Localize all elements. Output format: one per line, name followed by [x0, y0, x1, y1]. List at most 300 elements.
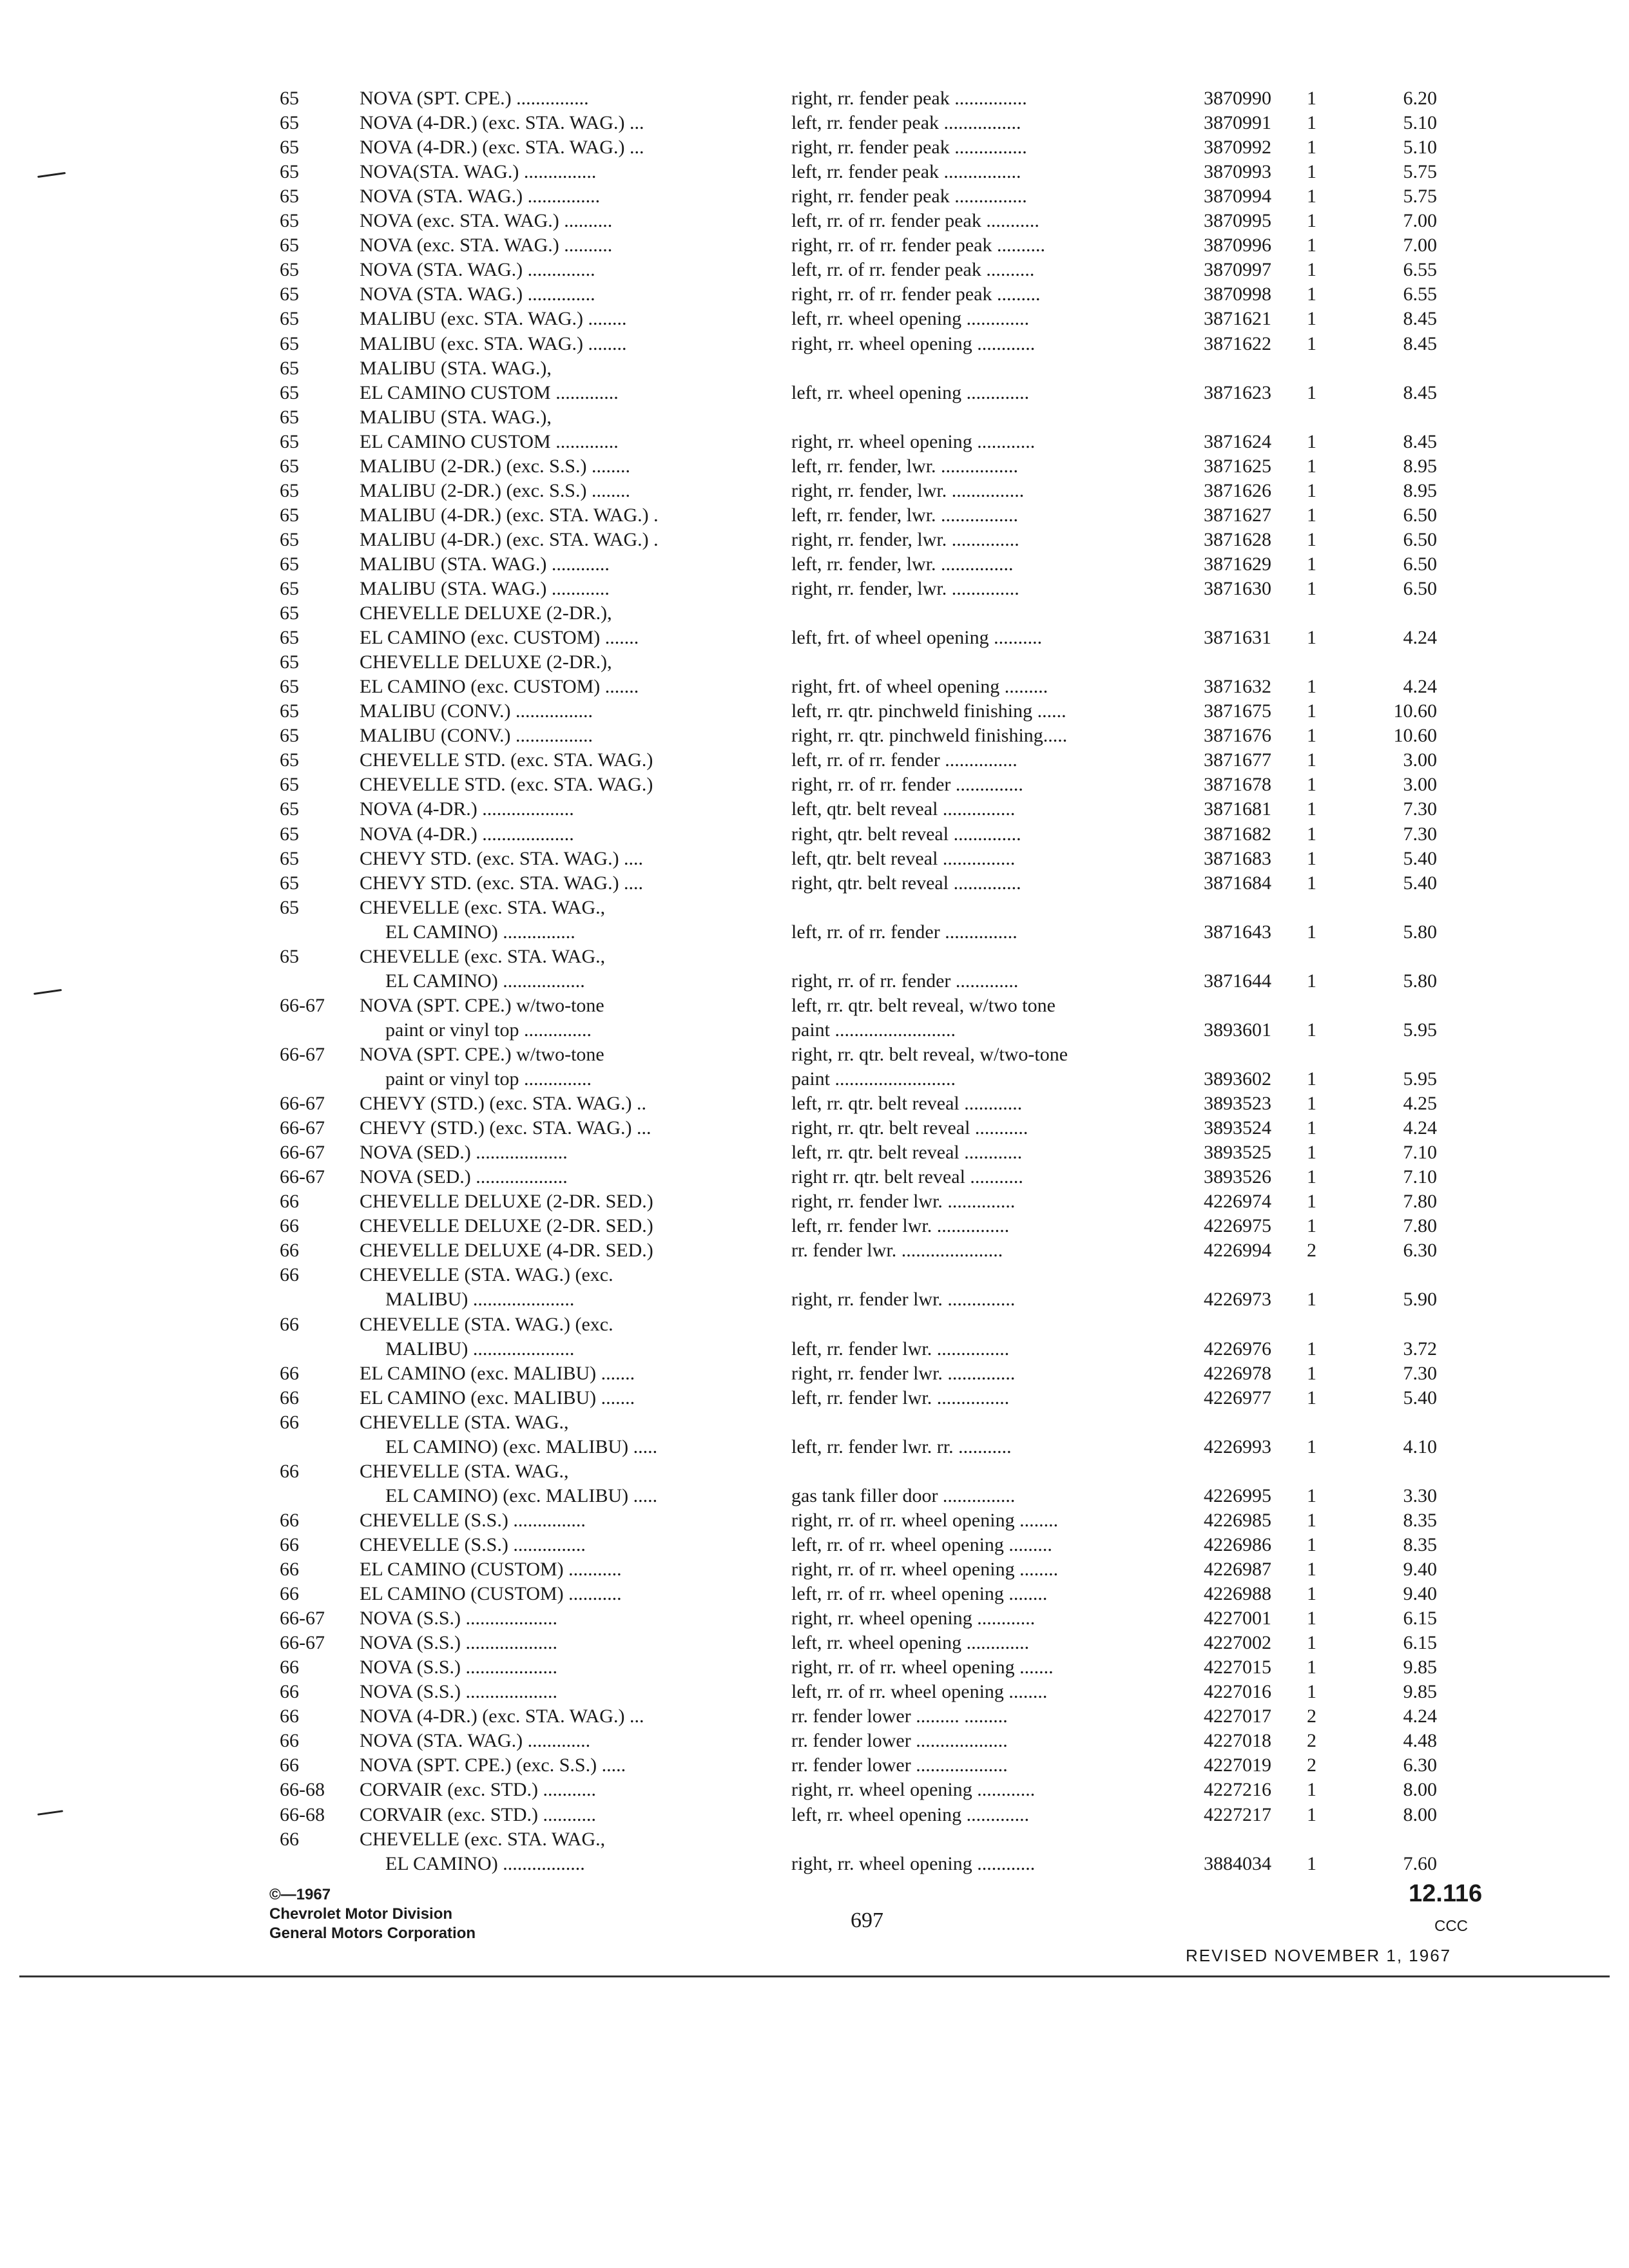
quantity-cell: 1	[1307, 1019, 1316, 1041]
price-cell: 9.40	[1403, 1559, 1437, 1580]
year-cell: 65	[280, 798, 299, 820]
model-cell: CHEVELLE (S.S.) ...............	[360, 1533, 586, 1555]
model-cell: NOVA (SPT. CPE.) w/two-tone	[360, 994, 604, 1016]
year-cell: 66	[280, 1509, 299, 1531]
table-row	[0, 1803, 1629, 1827]
model-cell: paint or vinyl top ..............	[385, 1019, 592, 1041]
description-cell: left, rr. of rr. fender ...............	[791, 749, 1017, 771]
quantity-cell: 1	[1307, 847, 1316, 869]
model-cell: EL CAMINO) (exc. MALIBU) .....	[385, 1436, 658, 1457]
model-cell: MALIBU (exc. STA. WAG.) ........	[360, 308, 627, 330]
model-cell: EL CAMINO (CUSTOM) ...........	[360, 1583, 622, 1605]
division-line: Chevrolet Motor Division	[269, 1905, 453, 1923]
quantity-cell: 1	[1307, 1632, 1316, 1654]
part-number-cell: 3884034	[1204, 1852, 1271, 1874]
table-row	[0, 1312, 1629, 1337]
year-cell: 66-67	[280, 1608, 325, 1629]
quantity-cell: 1	[1307, 137, 1316, 159]
quantity-cell: 1	[1307, 1117, 1316, 1139]
part-number-cell: 3870990	[1204, 88, 1271, 109]
price-cell: 6.15	[1403, 1632, 1437, 1654]
year-cell: 66	[280, 1191, 299, 1213]
table-row	[0, 1753, 1629, 1778]
price-cell: 4.25	[1403, 1093, 1437, 1115]
description-cell: right, rr. of rr. fender peak ..........	[791, 235, 1046, 256]
table-row	[0, 233, 1629, 258]
price-cell: 6.15	[1403, 1608, 1437, 1629]
year-cell: 66	[280, 1362, 299, 1384]
price-cell: 3.00	[1403, 749, 1437, 771]
part-number-cell: 3893525	[1204, 1142, 1271, 1164]
model-cell: CHEVELLE DELUXE (2-DR. SED.)	[360, 1215, 653, 1237]
year-cell: 65	[280, 381, 299, 403]
year-cell: 65	[280, 284, 299, 305]
year-cell: 65	[280, 161, 299, 183]
year-cell: 65	[280, 847, 299, 869]
table-row	[0, 1116, 1629, 1140]
table-row	[0, 1533, 1629, 1557]
price-cell: 7.60	[1403, 1852, 1437, 1874]
model-cell: NOVA (S.S.) ...................	[360, 1608, 557, 1629]
table-row	[0, 650, 1629, 675]
year-cell: 66	[280, 1215, 299, 1237]
table-row	[0, 552, 1629, 577]
year-cell: 65	[280, 627, 299, 649]
part-number-cell: 4227017	[1204, 1706, 1271, 1727]
year-cell: 65	[280, 430, 299, 452]
quantity-cell: 1	[1307, 259, 1316, 281]
price-cell: 6.55	[1403, 259, 1437, 281]
part-number-cell: 3870994	[1204, 186, 1271, 207]
part-number-cell: 4226986	[1204, 1533, 1271, 1555]
description-cell: right, rr. of rr. fender peak .........	[791, 284, 1041, 305]
price-cell: 8.95	[1403, 479, 1437, 501]
year-cell: 65	[280, 479, 299, 501]
price-cell: 8.35	[1403, 1509, 1437, 1531]
year-cell: 66	[280, 1313, 299, 1335]
model-cell: MALIBU (exc. STA. WAG.) ........	[360, 332, 627, 354]
price-cell: 4.24	[1403, 1117, 1437, 1139]
part-number-cell: 4226978	[1204, 1362, 1271, 1384]
year-cell: 66	[280, 1681, 299, 1703]
model-cell: NOVA (exc. STA. WAG.) ..........	[360, 235, 613, 256]
price-cell: 5.40	[1403, 1387, 1437, 1408]
year-cell: 66	[280, 1828, 299, 1850]
quantity-cell: 1	[1307, 1191, 1316, 1213]
model-cell: EL CAMINO (exc. MALIBU) .......	[360, 1362, 635, 1384]
table-row	[0, 1557, 1629, 1582]
quantity-cell: 1	[1307, 1215, 1316, 1237]
table-row	[0, 1140, 1629, 1165]
part-number-cell: 4227016	[1204, 1681, 1271, 1703]
model-cell: MALIBU (CONV.) ................	[360, 700, 593, 722]
description-cell: left, frt. of wheel opening ..........	[791, 627, 1043, 649]
model-cell: NOVA (S.S.) ...................	[360, 1681, 557, 1703]
year-cell: 65	[280, 332, 299, 354]
price-cell: 8.45	[1403, 430, 1437, 452]
part-number-cell: 3870995	[1204, 210, 1271, 232]
price-cell: 5.80	[1403, 921, 1437, 943]
quantity-cell: 1	[1307, 1657, 1316, 1678]
description-cell: left, rr. of rr. fender ...............	[791, 921, 1017, 943]
quantity-cell: 1	[1307, 1068, 1316, 1090]
quantity-cell: 1	[1307, 1533, 1316, 1555]
year-cell: 66-67	[280, 994, 325, 1016]
part-number-cell: 3871675	[1204, 700, 1271, 722]
model-cell: CHEVELLE STD. (exc. STA. WAG.)	[360, 774, 653, 796]
table-row	[0, 847, 1629, 871]
year-cell: 66	[280, 1559, 299, 1580]
model-cell: EL CAMINO CUSTOM .............	[360, 381, 619, 403]
description-cell: left, rr. wheel opening .............	[791, 308, 1030, 330]
table-row	[0, 430, 1629, 454]
description-cell: left, rr. wheel opening .............	[791, 1632, 1030, 1654]
description-cell: left, rr. wheel opening .............	[791, 381, 1030, 403]
model-cell: CHEVELLE DELUXE (4-DR. SED.)	[360, 1240, 653, 1262]
quantity-cell: 1	[1307, 1142, 1316, 1164]
table-row	[0, 1484, 1629, 1508]
table-row	[0, 1189, 1629, 1214]
model-cell: CHEVELLE DELUXE (2-DR.),	[360, 602, 612, 624]
table-row	[0, 1729, 1629, 1753]
quantity-cell: 1	[1307, 479, 1316, 501]
year-cell: 66	[280, 1411, 299, 1433]
quantity-cell: 1	[1307, 1166, 1316, 1188]
year-cell: 66	[280, 1387, 299, 1408]
year-cell: 65	[280, 872, 299, 894]
model-cell: NOVA (4-DR.) (exc. STA. WAG.) ...	[360, 1706, 644, 1727]
description-cell: left, rr. of rr. wheel opening ........	[791, 1583, 1048, 1605]
quantity-cell: 1	[1307, 161, 1316, 183]
table-row	[0, 1165, 1629, 1189]
part-number-cell: 4227001	[1204, 1608, 1271, 1629]
price-cell: 6.50	[1403, 528, 1437, 550]
model-cell: NOVA (SED.) ...................	[360, 1142, 568, 1164]
part-number-cell: 3871626	[1204, 479, 1271, 501]
price-cell: 6.50	[1403, 578, 1437, 599]
model-cell: NOVA (4-DR.) (exc. STA. WAG.) ...	[360, 137, 644, 159]
model-cell: CHEVY (STD.) (exc. STA. WAG.) ..	[360, 1093, 647, 1115]
quantity-cell: 1	[1307, 676, 1316, 698]
part-number-cell: 3871644	[1204, 970, 1271, 992]
model-cell: EL CAMINO (exc. CUSTOM) .......	[360, 676, 639, 698]
price-cell: 5.10	[1403, 112, 1437, 134]
model-cell: NOVA (S.S.) ...................	[360, 1657, 557, 1678]
year-cell: 66	[280, 1460, 299, 1482]
description-cell: right, rr. of rr. wheel opening ........	[791, 1509, 1059, 1531]
year-cell: 65	[280, 823, 299, 845]
description-cell: right, rr. of rr. fender .............	[791, 970, 1019, 992]
table-row	[0, 871, 1629, 896]
part-number-cell: 3871643	[1204, 921, 1271, 943]
quantity-cell: 1	[1307, 1436, 1316, 1457]
model-cell: NOVA (exc. STA. WAG.) ..........	[360, 210, 613, 232]
table-row	[0, 1680, 1629, 1704]
part-number-cell: 4227216	[1204, 1779, 1271, 1801]
model-cell: NOVA (SPT. CPE.) w/two-tone	[360, 1043, 604, 1065]
quantity-cell: 1	[1307, 308, 1316, 330]
table-row	[0, 1238, 1629, 1263]
table-row	[0, 1435, 1629, 1459]
model-cell: CORVAIR (exc. STD.) ...........	[360, 1803, 597, 1825]
description-cell: right, rr. wheel opening ............	[791, 1852, 1036, 1874]
model-cell: CORVAIR (exc. STD.) ...........	[360, 1779, 597, 1801]
quantity-cell: 1	[1307, 1559, 1316, 1580]
quantity-cell: 1	[1307, 823, 1316, 845]
price-cell: 9.85	[1403, 1681, 1437, 1703]
price-cell: 3.00	[1403, 774, 1437, 796]
table-row	[0, 773, 1629, 797]
table-row	[0, 381, 1629, 405]
price-cell: 5.75	[1403, 161, 1437, 183]
part-number-cell: 4227015	[1204, 1657, 1271, 1678]
table-row	[0, 797, 1629, 822]
description-cell: left, rr. of rr. wheel opening .........	[791, 1533, 1052, 1555]
part-number-cell: 3893523	[1204, 1093, 1271, 1115]
table-row	[0, 111, 1629, 135]
model-cell: EL CAMINO CUSTOM .............	[360, 430, 619, 452]
quantity-cell: 1	[1307, 872, 1316, 894]
revision-date: REVISED NOVEMBER 1, 1967	[1186, 1946, 1452, 1965]
price-cell: 6.50	[1403, 553, 1437, 575]
model-cell: CHEVELLE (exc. STA. WAG.,	[360, 896, 606, 918]
year-cell: 65	[280, 896, 299, 918]
table-row	[0, 1214, 1629, 1238]
model-cell: NOVA (S.S.) ...................	[360, 1632, 557, 1654]
description-cell: left, rr. fender, lwr. ...............	[791, 553, 1014, 575]
part-number-cell: 3893602	[1204, 1068, 1271, 1090]
description-cell: right, rr. qtr. pinchweld finishing.....	[791, 725, 1068, 747]
part-number-cell: 4226976	[1204, 1338, 1271, 1360]
year-cell: 66	[280, 1730, 299, 1752]
quantity-cell: 1	[1307, 381, 1316, 403]
part-number-cell: 4226985	[1204, 1509, 1271, 1531]
table-row	[0, 1337, 1629, 1361]
description-cell: paint .........................	[791, 1019, 956, 1041]
part-number-cell: 4226973	[1204, 1289, 1271, 1311]
description-cell: right, rr. fender, lwr. ..............	[791, 528, 1019, 550]
price-cell: 8.45	[1403, 308, 1437, 330]
table-row	[0, 1091, 1629, 1116]
year-cell: 65	[280, 406, 299, 428]
part-number-cell: 3871622	[1204, 332, 1271, 354]
model-cell: CHEVY STD. (exc. STA. WAG.) ....	[360, 872, 644, 894]
quantity-cell: 1	[1307, 1093, 1316, 1115]
quantity-cell: 1	[1307, 455, 1316, 477]
price-cell: 3.72	[1403, 1338, 1437, 1360]
price-cell: 7.10	[1403, 1142, 1437, 1164]
quantity-cell: 1	[1307, 430, 1316, 452]
part-number-cell: 3871629	[1204, 553, 1271, 575]
price-cell: 8.45	[1403, 332, 1437, 354]
description-cell: right, rr. wheel opening ............	[791, 332, 1036, 354]
model-cell: NOVA(STA. WAG.) ...............	[360, 161, 597, 183]
quantity-cell: 1	[1307, 1362, 1316, 1384]
model-cell: CHEVELLE (exc. STA. WAG.,	[360, 1828, 606, 1850]
price-cell: 10.60	[1393, 700, 1437, 722]
table-row	[0, 1508, 1629, 1533]
quantity-cell: 1	[1307, 921, 1316, 943]
table-row	[0, 1704, 1629, 1729]
price-cell: 7.30	[1403, 823, 1437, 845]
description-cell: left, rr. of rr. fender peak ...........	[791, 210, 1039, 232]
model-cell: MALIBU (STA. WAG.) ............	[360, 578, 610, 599]
year-cell: 66	[280, 1706, 299, 1727]
year-cell: 66	[280, 1583, 299, 1605]
quantity-cell: 1	[1307, 1387, 1316, 1408]
table-row	[0, 1043, 1629, 1067]
table-row	[0, 405, 1629, 430]
quantity-cell: 1	[1307, 88, 1316, 109]
quantity-cell: 2	[1307, 1706, 1316, 1727]
model-cell: CHEVELLE (S.S.) ...............	[360, 1509, 586, 1531]
price-cell: 5.95	[1403, 1068, 1437, 1090]
model-cell: MALIBU (2-DR.) (exc. S.S.) ........	[360, 479, 630, 501]
price-cell: 8.00	[1403, 1779, 1437, 1801]
description-cell: right, rr. wheel opening ............	[791, 1779, 1036, 1801]
year-cell: 65	[280, 725, 299, 747]
table-row	[0, 1655, 1629, 1680]
model-cell: CHEVELLE (STA. WAG.,	[360, 1411, 569, 1433]
table-row	[0, 1263, 1629, 1287]
part-number-cell: 3893601	[1204, 1019, 1271, 1041]
model-cell: MALIBU (4-DR.) (exc. STA. WAG.) .	[360, 504, 659, 526]
year-cell: 65	[280, 210, 299, 232]
description-cell: left, rr. qtr. pinchweld finishing ......	[791, 700, 1066, 722]
part-number-cell: 3871628	[1204, 528, 1271, 550]
price-cell: 8.95	[1403, 455, 1437, 477]
model-cell: NOVA (4-DR.) (exc. STA. WAG.) ...	[360, 112, 644, 134]
part-number-cell: 3871632	[1204, 676, 1271, 698]
year-cell: 66-68	[280, 1803, 325, 1825]
model-cell: EL CAMINO) (exc. MALIBU) .....	[385, 1485, 658, 1506]
part-number-cell: 4226977	[1204, 1387, 1271, 1408]
price-cell: 5.10	[1403, 137, 1437, 159]
bottom-rule	[19, 1975, 1610, 1977]
description-cell: right, rr. fender peak ...............	[791, 137, 1027, 159]
price-cell: 4.24	[1403, 627, 1437, 649]
quantity-cell: 2	[1307, 1754, 1316, 1776]
part-number-cell: 3870998	[1204, 284, 1271, 305]
part-number-cell: 3870996	[1204, 235, 1271, 256]
part-number-cell: 3871676	[1204, 725, 1271, 747]
description-cell: right, rr. fender lwr. ..............	[791, 1362, 1016, 1384]
table-row	[0, 258, 1629, 282]
model-cell: NOVA (SPT. CPE.) ...............	[360, 88, 589, 109]
part-number-cell: 4226995	[1204, 1485, 1271, 1506]
quantity-cell: 1	[1307, 1583, 1316, 1605]
description-cell: right, rr. fender, lwr. ...............	[791, 479, 1025, 501]
description-cell: left, rr. qtr. belt reveal ............	[791, 1093, 1023, 1115]
part-number-cell: 4227002	[1204, 1632, 1271, 1654]
year-cell: 65	[280, 774, 299, 796]
quantity-cell: 1	[1307, 235, 1316, 256]
price-cell: 6.20	[1403, 88, 1437, 109]
year-cell: 65	[280, 553, 299, 575]
table-row	[0, 1361, 1629, 1386]
year-cell: 66	[280, 1657, 299, 1678]
part-number-cell: 3871621	[1204, 308, 1271, 330]
year-cell: 65	[280, 308, 299, 330]
table-row	[0, 1582, 1629, 1606]
price-cell: 8.35	[1403, 1533, 1437, 1555]
year-cell: 65	[280, 528, 299, 550]
price-cell: 5.95	[1403, 1019, 1437, 1041]
table-row	[0, 1631, 1629, 1655]
table-row	[0, 920, 1629, 945]
year-cell: 66-67	[280, 1142, 325, 1164]
quantity-cell: 1	[1307, 1338, 1316, 1360]
quantity-cell: 1	[1307, 1289, 1316, 1311]
model-cell: CHEVELLE DELUXE (2-DR. SED.)	[360, 1191, 653, 1213]
price-cell: 7.30	[1403, 1362, 1437, 1384]
year-cell: 65	[280, 259, 299, 281]
description-cell: left, qtr. belt reveal ...............	[791, 847, 1016, 869]
description-cell: right, rr. of rr. fender ..............	[791, 774, 1023, 796]
model-cell: EL CAMINO) .................	[385, 970, 585, 992]
table-row	[0, 626, 1629, 650]
table-row	[0, 945, 1629, 969]
description-cell: right, rr. fender peak ...............	[791, 88, 1027, 109]
model-cell: EL CAMINO) ...............	[385, 921, 575, 943]
model-cell: CHEVELLE DELUXE (2-DR.),	[360, 651, 612, 673]
year-cell: 65	[280, 186, 299, 207]
table-row	[0, 675, 1629, 699]
model-cell: paint or vinyl top ..............	[385, 1068, 592, 1090]
model-cell: MALIBU (STA. WAG.),	[360, 406, 552, 428]
part-number-cell: 3871625	[1204, 455, 1271, 477]
quantity-cell: 1	[1307, 1779, 1316, 1801]
price-cell: 7.00	[1403, 235, 1437, 256]
part-number-cell: 3870991	[1204, 112, 1271, 134]
year-cell: 66	[280, 1240, 299, 1262]
description-cell: rr. fender lower ......... .........	[791, 1706, 1008, 1727]
price-cell: 5.40	[1403, 872, 1437, 894]
price-cell: 7.80	[1403, 1191, 1437, 1213]
model-cell: MALIBU) .....................	[385, 1289, 575, 1311]
table-row	[0, 1386, 1629, 1410]
quantity-cell: 1	[1307, 1509, 1316, 1531]
model-cell: MALIBU (2-DR.) (exc. S.S.) ........	[360, 455, 630, 477]
table-row	[0, 1067, 1629, 1091]
price-cell: 7.10	[1403, 1166, 1437, 1188]
description-cell: left, rr. fender lwr. ...............	[791, 1387, 1010, 1408]
part-number-cell: 3871684	[1204, 872, 1271, 894]
table-row	[0, 1018, 1629, 1043]
year-cell: 65	[280, 700, 299, 722]
part-number-cell: 4227217	[1204, 1803, 1271, 1825]
year-cell: 65	[280, 235, 299, 256]
quantity-cell: 1	[1307, 798, 1316, 820]
part-number-cell: 3871630	[1204, 578, 1271, 599]
model-cell: CHEVELLE (STA. WAG.) (exc.	[360, 1313, 613, 1335]
year-cell: 65	[280, 578, 299, 599]
table-row	[0, 601, 1629, 626]
description-cell: right, rr. qtr. belt reveal, w/two-tone	[791, 1043, 1068, 1065]
table-row	[0, 479, 1629, 503]
quantity-cell: 1	[1307, 528, 1316, 550]
quantity-cell: 1	[1307, 1852, 1316, 1874]
description-cell: rr. fender lower ...................	[791, 1754, 1008, 1776]
price-cell: 7.30	[1403, 798, 1437, 820]
part-number-cell: 4226987	[1204, 1559, 1271, 1580]
quantity-cell: 1	[1307, 749, 1316, 771]
part-number-cell: 3871678	[1204, 774, 1271, 796]
year-cell: 66-67	[280, 1632, 325, 1654]
table-row	[0, 528, 1629, 552]
year-cell: 65	[280, 651, 299, 673]
price-cell: 8.45	[1403, 381, 1437, 403]
